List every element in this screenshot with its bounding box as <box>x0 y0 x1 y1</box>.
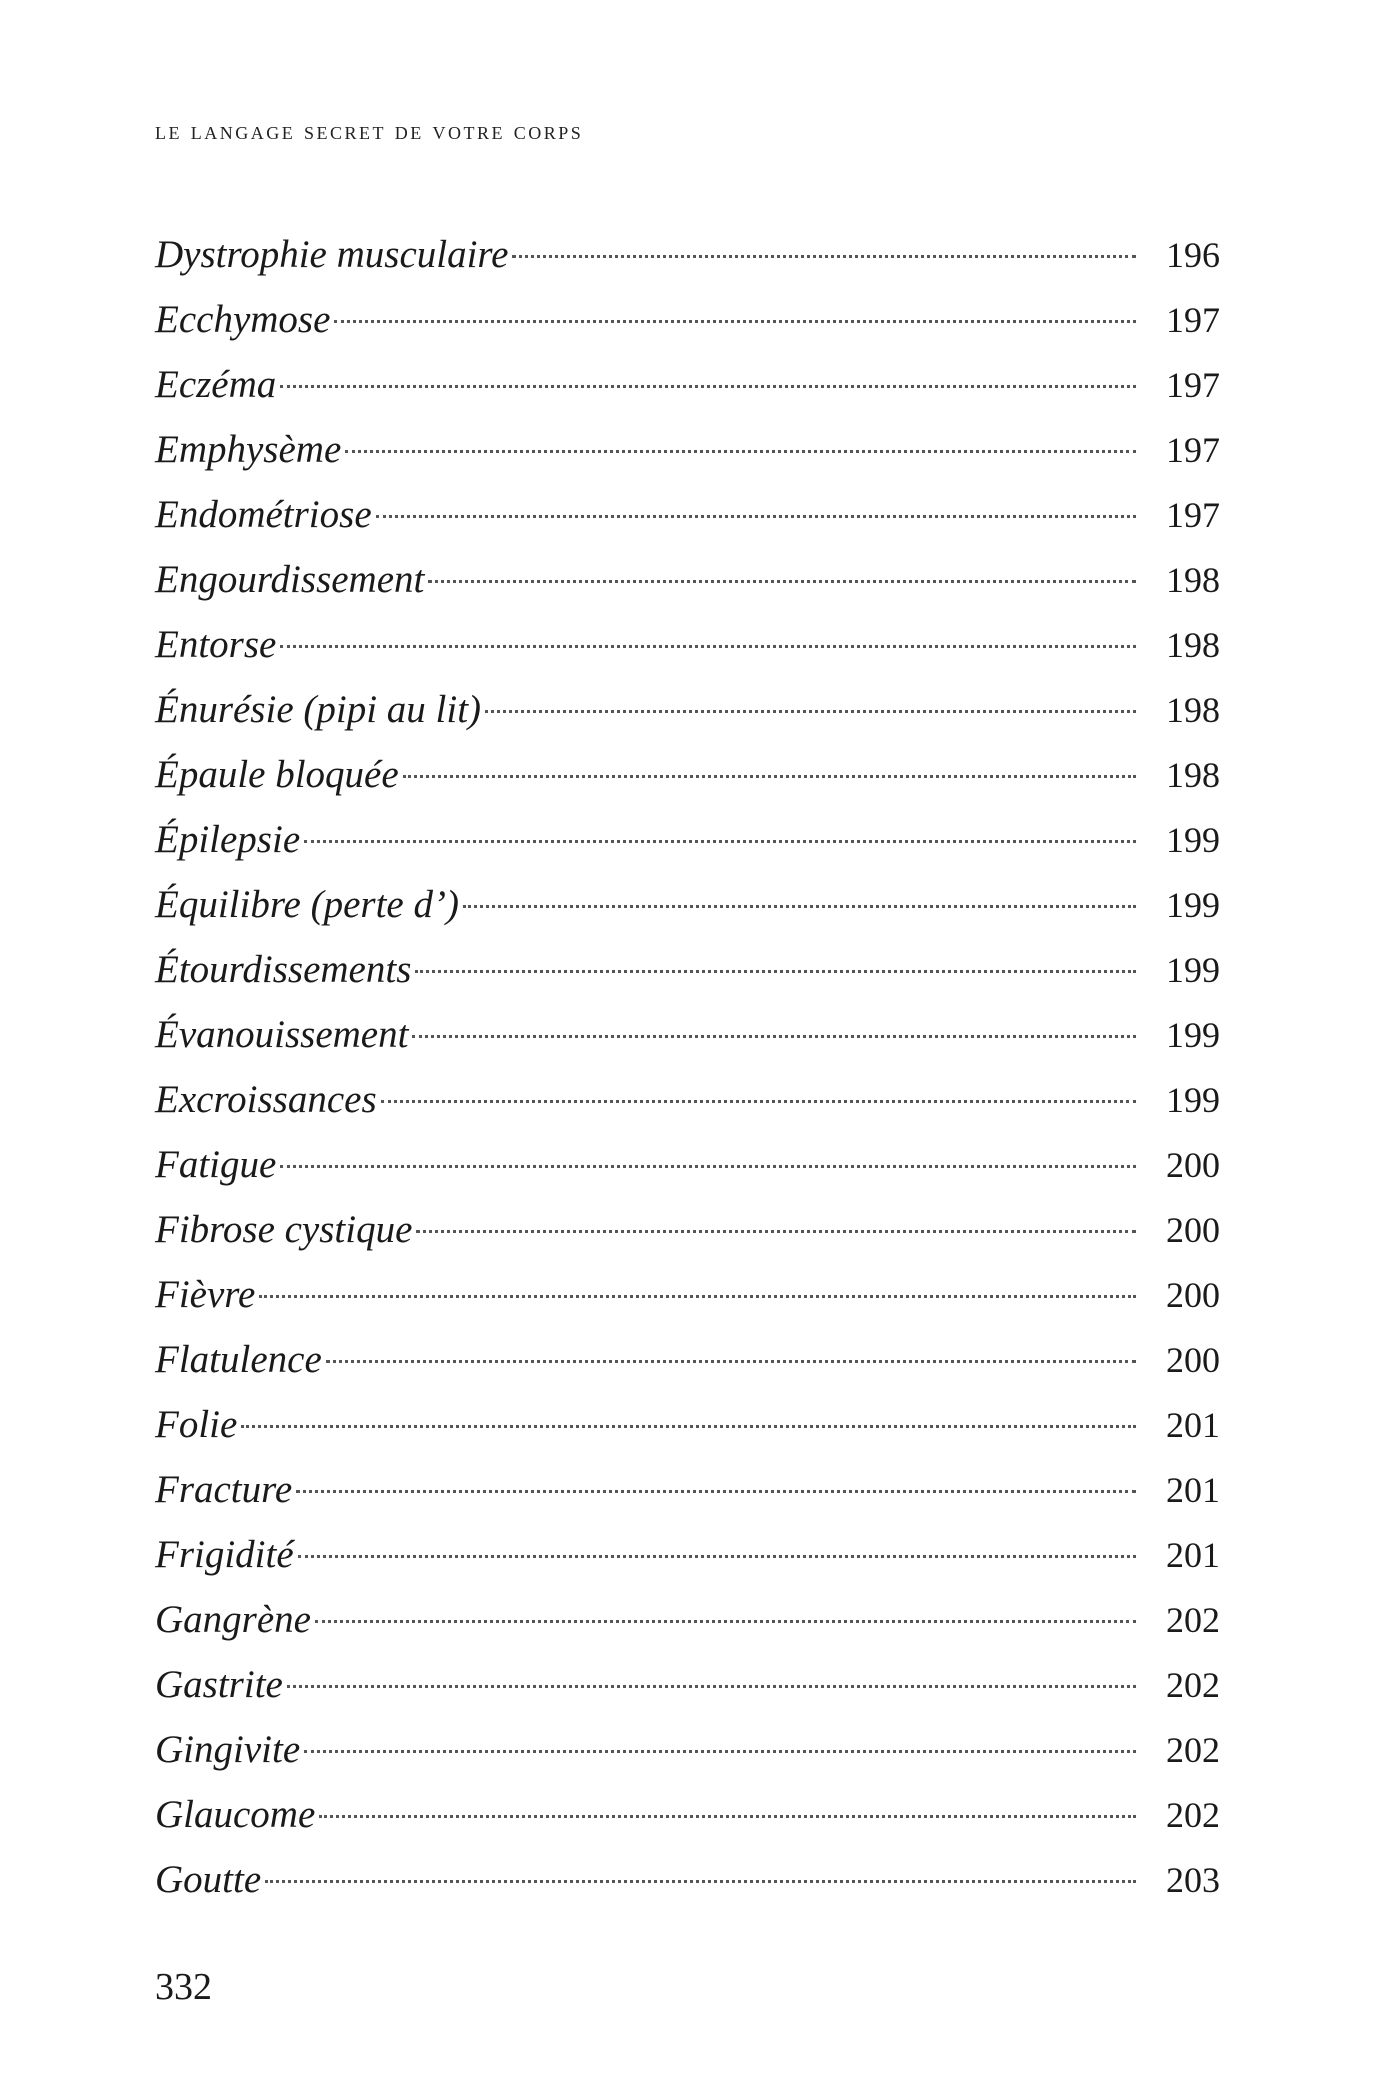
toc-entry-page: 202 <box>1166 1795 1220 1835</box>
toc-entry <box>155 1392 1220 1457</box>
toc-entry-page: 200 <box>1166 1210 1220 1250</box>
dot-leader <box>280 1165 1136 1168</box>
toc-entry-page: 199 <box>1166 1080 1220 1120</box>
dot-leader <box>315 1620 1136 1623</box>
dot-leader <box>416 1230 1136 1233</box>
toc-entry-page: 197 <box>1166 365 1220 405</box>
toc-entry <box>155 287 1220 352</box>
toc-entry <box>155 1522 1220 1587</box>
toc-entry-page: 197 <box>1166 300 1220 340</box>
toc-entry-page: 200 <box>1166 1340 1220 1380</box>
toc-entry-term: Frigidité <box>155 1533 294 1576</box>
toc-entry <box>155 742 1220 807</box>
dot-leader <box>296 1490 1136 1493</box>
dot-leader <box>280 645 1136 648</box>
dot-leader <box>304 1750 1136 1753</box>
dot-leader <box>463 905 1136 908</box>
dot-leader <box>326 1360 1136 1363</box>
toc-entry <box>155 1132 1220 1197</box>
toc-entry <box>155 1197 1220 1262</box>
toc-entry-term: Gingivite <box>155 1728 301 1771</box>
toc-entry-page: 201 <box>1166 1470 1220 1510</box>
toc-entry-term: Gastrite <box>155 1663 283 1706</box>
toc-entry <box>155 1327 1220 1392</box>
toc-entry-page: 198 <box>1166 560 1220 600</box>
toc-entry <box>155 1847 1220 1912</box>
toc-entry-term: Folie <box>155 1403 238 1446</box>
dot-leader <box>304 840 1136 843</box>
running-head: le langage secret de votre corps <box>155 118 584 145</box>
toc-entry-page: 199 <box>1166 820 1220 860</box>
toc-entry-term: Épilepsie <box>155 818 301 861</box>
table-of-contents <box>155 222 1220 1912</box>
toc-entry <box>155 807 1220 872</box>
dot-leader <box>280 385 1136 388</box>
dot-leader <box>265 1880 1136 1883</box>
toc-entry-page: 196 <box>1166 235 1220 275</box>
dot-leader <box>381 1100 1136 1103</box>
dot-leader <box>241 1425 1136 1428</box>
toc-entry-page: 200 <box>1166 1145 1220 1185</box>
toc-entry-page: 201 <box>1166 1535 1220 1575</box>
toc-entry-page: 199 <box>1166 885 1220 925</box>
toc-entry-page: 200 <box>1166 1275 1220 1315</box>
toc-entry-term: Fracture <box>155 1468 293 1511</box>
toc-entry <box>155 612 1220 677</box>
toc-entry <box>155 937 1220 1002</box>
toc-entry <box>155 1587 1220 1652</box>
toc-entry <box>155 1262 1220 1327</box>
toc-entry-page: 199 <box>1166 950 1220 990</box>
toc-entry-term: Épaule bloquée <box>155 753 399 796</box>
dot-leader <box>345 450 1136 453</box>
toc-entry-page: 197 <box>1166 430 1220 470</box>
page-number: 332 <box>155 1966 212 2008</box>
toc-entry-page: 197 <box>1166 495 1220 535</box>
toc-entry-page: 198 <box>1166 755 1220 795</box>
toc-entry-term: Entorse <box>155 623 277 666</box>
toc-entry <box>155 677 1220 742</box>
toc-entry-term: Flatulence <box>155 1338 322 1381</box>
toc-entry-term: Engourdissement <box>155 558 425 601</box>
toc-entry <box>155 482 1220 547</box>
dot-leader <box>259 1295 1136 1298</box>
dot-leader <box>319 1815 1136 1818</box>
toc-entry-term: Fièvre <box>155 1273 256 1316</box>
toc-entry-term: Fatigue <box>155 1143 277 1186</box>
toc-entry-term: Équilibre (perte d’) <box>155 883 459 926</box>
toc-entry-page: 201 <box>1166 1405 1220 1445</box>
toc-entry <box>155 352 1220 417</box>
toc-entry-term: Énurésie (pipi au lit) <box>155 688 482 731</box>
toc-entry <box>155 1717 1220 1782</box>
dot-leader <box>415 970 1136 973</box>
toc-entry-term: Excroissances <box>155 1078 377 1121</box>
dot-leader <box>428 580 1136 583</box>
toc-entry <box>155 1002 1220 1067</box>
toc-entry <box>155 1457 1220 1522</box>
toc-entry-page: 198 <box>1166 625 1220 665</box>
toc-entry-term: Dystrophie musculaire <box>155 233 509 276</box>
toc-entry-page: 203 <box>1166 1860 1220 1900</box>
toc-entry <box>155 872 1220 937</box>
toc-entry <box>155 417 1220 482</box>
toc-entry-page: 202 <box>1166 1665 1220 1705</box>
toc-entry-term: Eczéma <box>155 363 277 406</box>
toc-entry-page: 198 <box>1166 690 1220 730</box>
toc-entry-term: Emphysème <box>155 428 342 471</box>
toc-entry-page: 202 <box>1166 1730 1220 1770</box>
toc-entry-term: Endométriose <box>155 493 372 536</box>
toc-entry-term: Fibrose cystique <box>155 1208 413 1251</box>
toc-entry-term: Glaucome <box>155 1793 316 1836</box>
toc-entry <box>155 547 1220 612</box>
toc-entry-term: Étourdissements <box>155 948 412 991</box>
toc-entry-term: Gangrène <box>155 1598 311 1641</box>
toc-entry-term: Goutte <box>155 1858 262 1901</box>
toc-entry <box>155 1782 1220 1847</box>
dot-leader <box>412 1035 1136 1038</box>
dot-leader <box>485 710 1136 713</box>
toc-entry <box>155 1067 1220 1132</box>
dot-leader <box>376 515 1136 518</box>
dot-leader <box>334 320 1136 323</box>
toc-entry-term: Ecchymose <box>155 298 331 341</box>
toc-entry <box>155 1652 1220 1717</box>
toc-entry-page: 202 <box>1166 1600 1220 1640</box>
dot-leader <box>403 775 1136 778</box>
toc-entry-term: Évanouissement <box>155 1013 409 1056</box>
dot-leader <box>512 255 1136 258</box>
dot-leader <box>298 1555 1136 1558</box>
toc-entry <box>155 222 1220 287</box>
dot-leader <box>287 1685 1136 1688</box>
toc-entry-page: 199 <box>1166 1015 1220 1055</box>
